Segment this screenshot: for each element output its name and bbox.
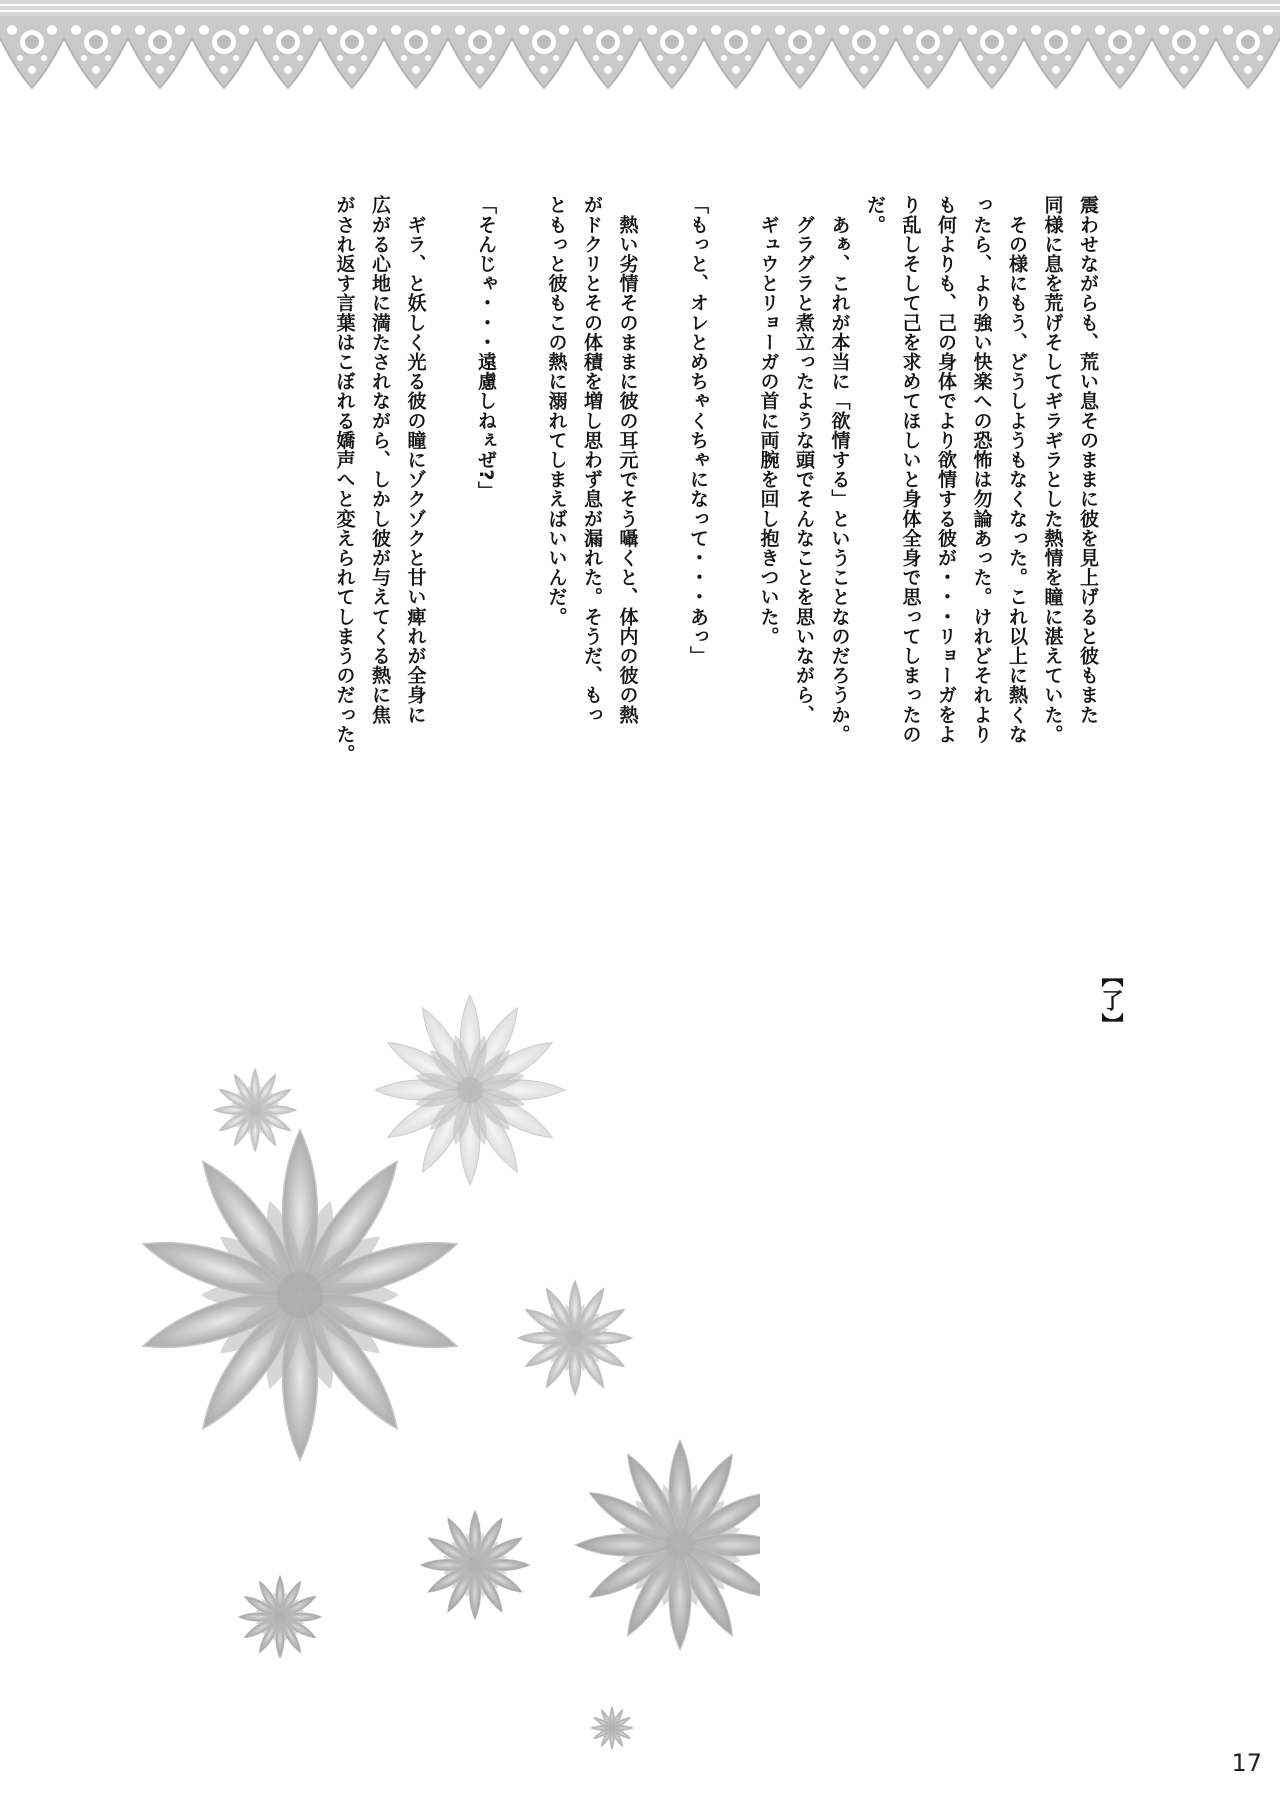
end-mark: 【了】 (1098, 965, 1123, 1037)
flower-shape (590, 1706, 634, 1750)
flower-shape (375, 995, 565, 1185)
lace-border (0, 0, 1280, 100)
flower-shape (138, 1130, 463, 1460)
flower-shape (238, 1575, 322, 1659)
story-dialogue: 「そんじゃ・・・遠慮しねぇぜ?」 (475, 195, 497, 501)
story-text (175, 195, 1105, 835)
story-paragraph: 震わせながらも、荒い息そのままに彼を見上げると彼もまた 同様に息を荒げそしてギラギラとした熱情を瞳に湛えていた。 その様にもう、どうしようもなくなった。これ以上に熱くな ったら、より強い快楽への恐怖は勿論あった。けれどそれより も何よりも、己の身体でより欲情する彼が・・・リョーガをよ り乱しそして己を求めてほしいと身体全身で思ってしまったの だ。 (864, 195, 1099, 744)
flower-shape (420, 1510, 530, 1620)
flower-decoration (0, 960, 760, 1795)
page-number: 17 (1231, 1749, 1262, 1777)
story-paragraph: あぁ、これが本当に「欲情する」ということなのだろうか。 グラグラと煮立ったような頭でそんなことを思いながら、 ギュウとリョーガの首に両腕を回し抱きついた。 (757, 214, 851, 744)
story-dialogue: 「もっと、オレとめちゃくちゃになって・・・あっ」 (687, 195, 709, 666)
flower-shape (213, 1068, 297, 1152)
story-paragraph: ギラ、と妖しく光る彼の瞳にゾクゾクと甘い痺れが全身に 広がる心地に満たされながら、しかし彼が与えてくる熱に焦 がされ返す言葉はこぼれる嬌声へと変えられてしまうのだった。 (333, 195, 427, 764)
flower-shape (517, 1280, 633, 1396)
flower-shape (575, 1440, 760, 1650)
story-paragraph: 熱い劣情そのままに彼の耳元でそう囁くと、体内の彼の熱 がドクリとその体積を増し思わず息が漏れた。そうだ、もっ ともっと彼もこの熱に溺れてしまえばいいんだ。 (545, 195, 639, 725)
